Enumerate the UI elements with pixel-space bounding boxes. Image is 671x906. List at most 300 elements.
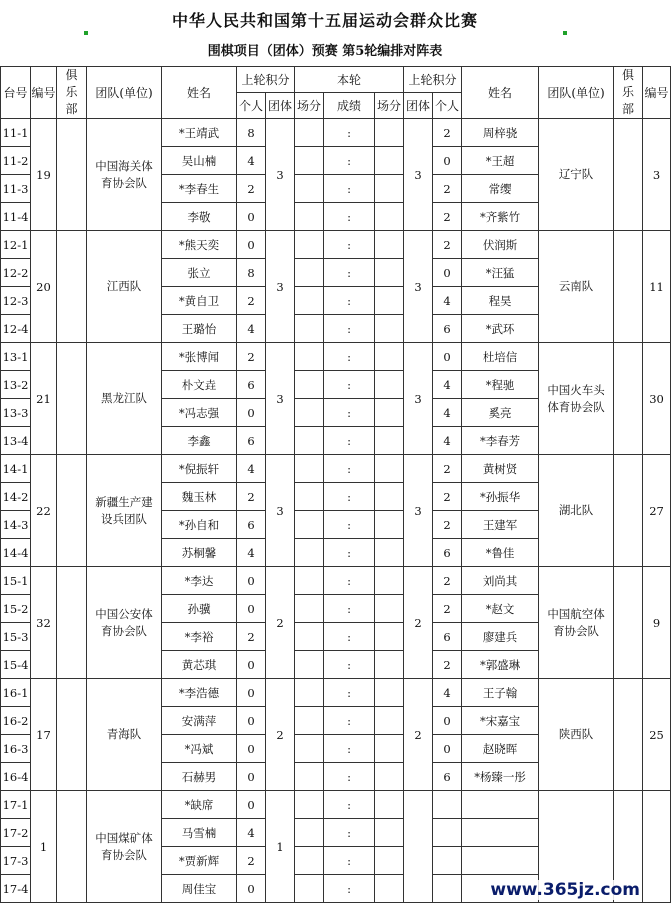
left-match-points	[295, 259, 324, 287]
table-no-cell: 13-3	[1, 399, 31, 427]
left-individual-points: 6	[237, 511, 266, 539]
right-match-points	[375, 203, 404, 231]
left-club-cell	[57, 791, 87, 903]
left-player-name: *李达	[162, 567, 237, 595]
header-left-name: 姓名	[162, 67, 237, 119]
table-no-cell: 17-3	[1, 847, 31, 875]
left-player-name: 朴文垚	[162, 371, 237, 399]
right-player-name: *汪猛	[462, 259, 539, 287]
left-individual-points: 6	[237, 371, 266, 399]
left-match-points	[295, 483, 324, 511]
left-team-cell: 青海队	[87, 679, 162, 791]
corner-mark	[84, 31, 88, 35]
board-score: :	[324, 679, 375, 707]
right-individual-points: 4	[433, 427, 462, 455]
table-no-cell: 11-3	[1, 175, 31, 203]
left-player-name: 魏玉林	[162, 483, 237, 511]
table-no-cell: 11-4	[1, 203, 31, 231]
header-this-round: 本轮	[295, 67, 404, 93]
left-match-points	[295, 875, 324, 903]
right-individual-points: 6	[433, 623, 462, 651]
right-player-name: *王超	[462, 147, 539, 175]
table-no-cell: 14-3	[1, 511, 31, 539]
right-individual-points: 0	[433, 735, 462, 763]
header-individual: 个人	[237, 93, 266, 119]
left-individual-points: 0	[237, 651, 266, 679]
right-match-points	[375, 147, 404, 175]
right-team-points: 3	[404, 343, 433, 455]
header-right-name: 姓名	[462, 67, 539, 119]
right-individual-points: 2	[433, 567, 462, 595]
left-team-points: 2	[266, 567, 295, 679]
board-score: :	[324, 259, 375, 287]
right-match-points	[375, 539, 404, 567]
right-player-name: 常缨	[462, 175, 539, 203]
page-title: 中华人民共和国第十五届运动会群众比赛	[171, 11, 478, 30]
table-no-cell: 17-1	[1, 791, 31, 819]
right-individual-points: 0	[433, 707, 462, 735]
right-player-name: *赵文	[462, 595, 539, 623]
board-score: :	[324, 875, 375, 903]
left-team-points: 1	[266, 791, 295, 903]
left-match-points	[295, 371, 324, 399]
left-player-name: 李敬	[162, 203, 237, 231]
board-score: :	[324, 399, 375, 427]
left-no-cell: 1	[31, 791, 57, 903]
left-individual-points: 0	[237, 707, 266, 735]
left-team-cell: 黑龙江队	[87, 343, 162, 455]
right-team-points: 3	[404, 231, 433, 343]
left-player-name: *王靖武	[162, 119, 237, 147]
right-individual-points: 6	[433, 315, 462, 343]
table-no-cell: 12-2	[1, 259, 31, 287]
board-score: :	[324, 287, 375, 315]
table-row	[1, 455, 671, 483]
left-individual-points: 2	[237, 483, 266, 511]
right-player-name: *孙振华	[462, 483, 539, 511]
table-no-cell: 13-1	[1, 343, 31, 371]
left-individual-points: 2	[237, 343, 266, 371]
left-player-name: 李鑫	[162, 427, 237, 455]
right-player-name	[462, 819, 539, 847]
right-no-cell	[643, 791, 671, 903]
right-team-cell: 陕西队	[539, 679, 614, 791]
table-row	[1, 343, 671, 371]
left-individual-points: 0	[237, 735, 266, 763]
right-individual-points: 2	[433, 651, 462, 679]
left-match-points	[295, 623, 324, 651]
right-match-points	[375, 343, 404, 371]
right-no-cell: 27	[643, 455, 671, 567]
header-right-match-pts: 场分	[375, 93, 404, 119]
left-individual-points: 0	[237, 399, 266, 427]
left-match-points	[295, 651, 324, 679]
left-match-points	[295, 819, 324, 847]
header-right-team: 团队(单位)	[539, 67, 614, 119]
right-no-cell: 9	[643, 567, 671, 679]
right-player-name: 奚亮	[462, 399, 539, 427]
board-score: :	[324, 819, 375, 847]
right-player-name: 廖建兵	[462, 623, 539, 651]
left-match-points	[295, 147, 324, 175]
right-match-points	[375, 175, 404, 203]
right-match-points	[375, 651, 404, 679]
table-no-cell: 15-1	[1, 567, 31, 595]
right-player-name: 刘尚其	[462, 567, 539, 595]
table-row	[1, 119, 671, 147]
left-club-cell	[57, 567, 87, 679]
left-match-points	[295, 203, 324, 231]
table-no-cell: 12-3	[1, 287, 31, 315]
right-team-points: 2	[404, 567, 433, 679]
right-individual-points: 0	[433, 343, 462, 371]
right-individual-points: 4	[433, 399, 462, 427]
right-no-cell: 25	[643, 679, 671, 791]
left-match-points	[295, 539, 324, 567]
board-score: :	[324, 455, 375, 483]
left-match-points	[295, 427, 324, 455]
left-player-name: *缺席	[162, 791, 237, 819]
left-team-points: 3	[266, 455, 295, 567]
header-right-individual: 个人	[433, 93, 462, 119]
left-player-name: *冯斌	[162, 735, 237, 763]
right-individual-points: 2	[433, 203, 462, 231]
table-row	[1, 567, 671, 595]
left-team-cell: 江西队	[87, 231, 162, 343]
right-individual-points: 2	[433, 595, 462, 623]
left-match-points	[295, 175, 324, 203]
header-left-no: 编号	[31, 67, 57, 119]
right-match-points	[375, 511, 404, 539]
right-club-cell	[614, 231, 643, 343]
left-match-points	[295, 791, 324, 819]
left-player-name: *冯志强	[162, 399, 237, 427]
left-no-cell: 32	[31, 567, 57, 679]
left-club-cell	[57, 679, 87, 791]
left-match-points	[295, 707, 324, 735]
left-match-points	[295, 455, 324, 483]
right-match-points	[375, 259, 404, 287]
board-score: :	[324, 371, 375, 399]
left-individual-points: 4	[237, 147, 266, 175]
right-player-name	[462, 847, 539, 875]
left-player-name: *李浩德	[162, 679, 237, 707]
right-player-name: 伏润斯	[462, 231, 539, 259]
right-individual-points	[433, 875, 462, 903]
left-player-name: 黄芯琪	[162, 651, 237, 679]
right-match-points	[375, 735, 404, 763]
right-match-points	[375, 567, 404, 595]
left-individual-points: 4	[237, 455, 266, 483]
right-individual-points: 2	[433, 511, 462, 539]
left-individual-points: 2	[237, 287, 266, 315]
left-individual-points: 0	[237, 791, 266, 819]
right-match-points	[375, 427, 404, 455]
table-no-cell: 14-4	[1, 539, 31, 567]
board-score: :	[324, 595, 375, 623]
table-row	[1, 791, 671, 819]
right-club-cell	[614, 343, 643, 455]
table-no-cell: 14-1	[1, 455, 31, 483]
table-row	[1, 679, 671, 707]
right-match-points	[375, 399, 404, 427]
table-no-cell: 17-2	[1, 819, 31, 847]
header-right-no: 编号	[643, 67, 671, 119]
right-player-name: *程驰	[462, 371, 539, 399]
left-individual-points: 0	[237, 875, 266, 903]
right-match-points	[375, 847, 404, 875]
left-team-points: 2	[266, 679, 295, 791]
right-team-cell: 湖北队	[539, 455, 614, 567]
right-team-points: 3	[404, 119, 433, 231]
right-team-cell: 辽宁队	[539, 119, 614, 231]
header-right-prev-points: 上轮积分	[404, 67, 462, 93]
board-score: :	[324, 707, 375, 735]
right-match-points	[375, 371, 404, 399]
right-match-points	[375, 707, 404, 735]
right-match-points	[375, 791, 404, 819]
right-match-points	[375, 483, 404, 511]
left-individual-points: 6	[237, 427, 266, 455]
left-player-name: *黄自卫	[162, 287, 237, 315]
left-team-points: 3	[266, 231, 295, 343]
right-team-points: 2	[404, 679, 433, 791]
right-match-points	[375, 763, 404, 791]
table-row	[1, 231, 671, 259]
right-match-points	[375, 315, 404, 343]
right-player-name: 杜培信	[462, 343, 539, 371]
left-team-points: 3	[266, 343, 295, 455]
left-match-points	[295, 343, 324, 371]
left-team-cell: 中国公安体育协会队	[87, 567, 162, 679]
right-player-name: *齐紫竹	[462, 203, 539, 231]
right-club-cell	[614, 119, 643, 231]
left-match-points	[295, 399, 324, 427]
right-player-name	[462, 791, 539, 819]
right-individual-points: 6	[433, 539, 462, 567]
left-match-points	[295, 567, 324, 595]
right-no-cell: 11	[643, 231, 671, 343]
table-no-cell: 12-4	[1, 315, 31, 343]
left-no-cell: 22	[31, 455, 57, 567]
left-individual-points: 4	[237, 539, 266, 567]
board-score: :	[324, 119, 375, 147]
right-player-name: 王建军	[462, 511, 539, 539]
right-match-points	[375, 819, 404, 847]
left-player-name: *熊天奕	[162, 231, 237, 259]
board-score: :	[324, 763, 375, 791]
left-club-cell	[57, 119, 87, 231]
table-no-cell: 16-4	[1, 763, 31, 791]
right-club-cell	[614, 679, 643, 791]
left-match-points	[295, 735, 324, 763]
left-individual-points: 0	[237, 763, 266, 791]
header-team: 团体	[266, 93, 295, 119]
left-team-cell: 中国海关体育协会队	[87, 119, 162, 231]
table-no-cell: 15-2	[1, 595, 31, 623]
table-no-cell: 11-2	[1, 147, 31, 175]
right-individual-points	[433, 791, 462, 819]
board-score: :	[324, 203, 375, 231]
right-match-points	[375, 231, 404, 259]
left-club-cell	[57, 231, 87, 343]
table-no-cell: 11-1	[1, 119, 31, 147]
right-individual-points: 2	[433, 231, 462, 259]
right-match-points	[375, 623, 404, 651]
left-player-name: *贾新辉	[162, 847, 237, 875]
left-match-points	[295, 763, 324, 791]
header-left-team: 团队(单位)	[87, 67, 162, 119]
table-body	[1, 119, 671, 903]
right-individual-points: 0	[433, 147, 462, 175]
page-subtitle: 围棋项目（团体）预赛 第5轮编排对阵表	[207, 44, 443, 59]
table-no-cell: 16-3	[1, 735, 31, 763]
table-no-cell: 12-1	[1, 231, 31, 259]
right-team-cell: 云南队	[539, 231, 614, 343]
right-individual-points: 2	[433, 175, 462, 203]
right-match-points	[375, 875, 404, 903]
right-player-name: *武环	[462, 315, 539, 343]
left-individual-points: 2	[237, 623, 266, 651]
left-individual-points: 2	[237, 847, 266, 875]
right-individual-points: 4	[433, 679, 462, 707]
right-club-cell	[614, 567, 643, 679]
right-individual-points: 2	[433, 119, 462, 147]
left-team-points: 3	[266, 119, 295, 231]
right-player-name: 周梓骁	[462, 119, 539, 147]
left-match-points	[295, 119, 324, 147]
right-match-points	[375, 455, 404, 483]
left-player-name: 王璐怡	[162, 315, 237, 343]
right-match-points	[375, 679, 404, 707]
left-player-name: *李春生	[162, 175, 237, 203]
right-player-name: 程昊	[462, 287, 539, 315]
board-score: :	[324, 483, 375, 511]
left-player-name: 苏桐馨	[162, 539, 237, 567]
left-no-cell: 19	[31, 119, 57, 231]
left-player-name: 吴山楠	[162, 147, 237, 175]
right-individual-points: 0	[433, 259, 462, 287]
table-no-cell: 17-4	[1, 875, 31, 903]
left-match-points	[295, 595, 324, 623]
right-player-name: 赵晓晖	[462, 735, 539, 763]
left-individual-points: 0	[237, 231, 266, 259]
left-player-name: *李裕	[162, 623, 237, 651]
left-individual-points: 0	[237, 203, 266, 231]
header-prev-points: 上轮积分	[237, 67, 295, 93]
left-individual-points: 8	[237, 119, 266, 147]
table-no-cell: 16-1	[1, 679, 31, 707]
header-right-team-sub: 团体	[404, 93, 433, 119]
header-match-pts: 场分	[295, 93, 324, 119]
left-no-cell: 17	[31, 679, 57, 791]
right-player-name: *郭盛琳	[462, 651, 539, 679]
left-match-points	[295, 679, 324, 707]
right-player-name: *宋嘉宝	[462, 707, 539, 735]
board-score: :	[324, 343, 375, 371]
table-no-cell: 13-4	[1, 427, 31, 455]
board-score: :	[324, 315, 375, 343]
left-no-cell: 20	[31, 231, 57, 343]
right-player-name: 黄树贤	[462, 455, 539, 483]
right-individual-points	[433, 819, 462, 847]
left-club-cell	[57, 343, 87, 455]
left-player-name: 石赫男	[162, 763, 237, 791]
table-no-cell: 16-2	[1, 707, 31, 735]
table-no-cell: 13-2	[1, 371, 31, 399]
left-player-name: *孙自和	[162, 511, 237, 539]
left-match-points	[295, 287, 324, 315]
right-team-cell: 中国火车头体育协会队	[539, 343, 614, 455]
right-player-name: 王子翰	[462, 679, 539, 707]
right-match-points	[375, 119, 404, 147]
left-individual-points: 0	[237, 595, 266, 623]
right-individual-points: 4	[433, 371, 462, 399]
board-score: :	[324, 791, 375, 819]
right-no-cell: 30	[643, 343, 671, 455]
right-no-cell: 3	[643, 119, 671, 231]
right-individual-points: 2	[433, 483, 462, 511]
left-player-name: 孙骥	[162, 595, 237, 623]
left-match-points	[295, 315, 324, 343]
header-score: 成绩	[324, 93, 375, 119]
right-match-points	[375, 287, 404, 315]
header-right-club: 俱乐部	[614, 67, 643, 119]
board-score: :	[324, 847, 375, 875]
right-individual-points	[433, 847, 462, 875]
left-player-name: 马雪楠	[162, 819, 237, 847]
watermark: www.365jz.com	[490, 880, 640, 900]
right-team-points	[404, 791, 433, 903]
right-club-cell	[614, 455, 643, 567]
right-player-name: *鲁佳	[462, 539, 539, 567]
left-player-name: 张立	[162, 259, 237, 287]
board-score: :	[324, 651, 375, 679]
left-individual-points: 4	[237, 315, 266, 343]
board-score: :	[324, 511, 375, 539]
board-score: :	[324, 539, 375, 567]
right-individual-points: 6	[433, 763, 462, 791]
left-match-points	[295, 231, 324, 259]
left-individual-points: 0	[237, 567, 266, 595]
right-individual-points: 4	[433, 287, 462, 315]
right-match-points	[375, 595, 404, 623]
left-player-name: 周佳宝	[162, 875, 237, 903]
right-team-cell: 中国航空体育协会队	[539, 567, 614, 679]
left-individual-points: 0	[237, 679, 266, 707]
board-score: :	[324, 231, 375, 259]
left-individual-points: 4	[237, 819, 266, 847]
pairing-table	[0, 66, 671, 903]
right-player-name: *李春芳	[462, 427, 539, 455]
left-player-name: *倪振轩	[162, 455, 237, 483]
left-individual-points: 8	[237, 259, 266, 287]
left-player-name: *张博闻	[162, 343, 237, 371]
left-individual-points: 2	[237, 175, 266, 203]
left-no-cell: 21	[31, 343, 57, 455]
table-no-cell: 15-3	[1, 623, 31, 651]
board-score: :	[324, 147, 375, 175]
left-team-cell: 新疆生产建设兵团队	[87, 455, 162, 567]
board-score: :	[324, 175, 375, 203]
left-match-points	[295, 847, 324, 875]
board-score: :	[324, 623, 375, 651]
corner-mark	[563, 31, 567, 35]
board-score: :	[324, 567, 375, 595]
left-player-name: 安满萍	[162, 707, 237, 735]
header-table-no: 台号	[1, 67, 31, 119]
board-score: :	[324, 735, 375, 763]
